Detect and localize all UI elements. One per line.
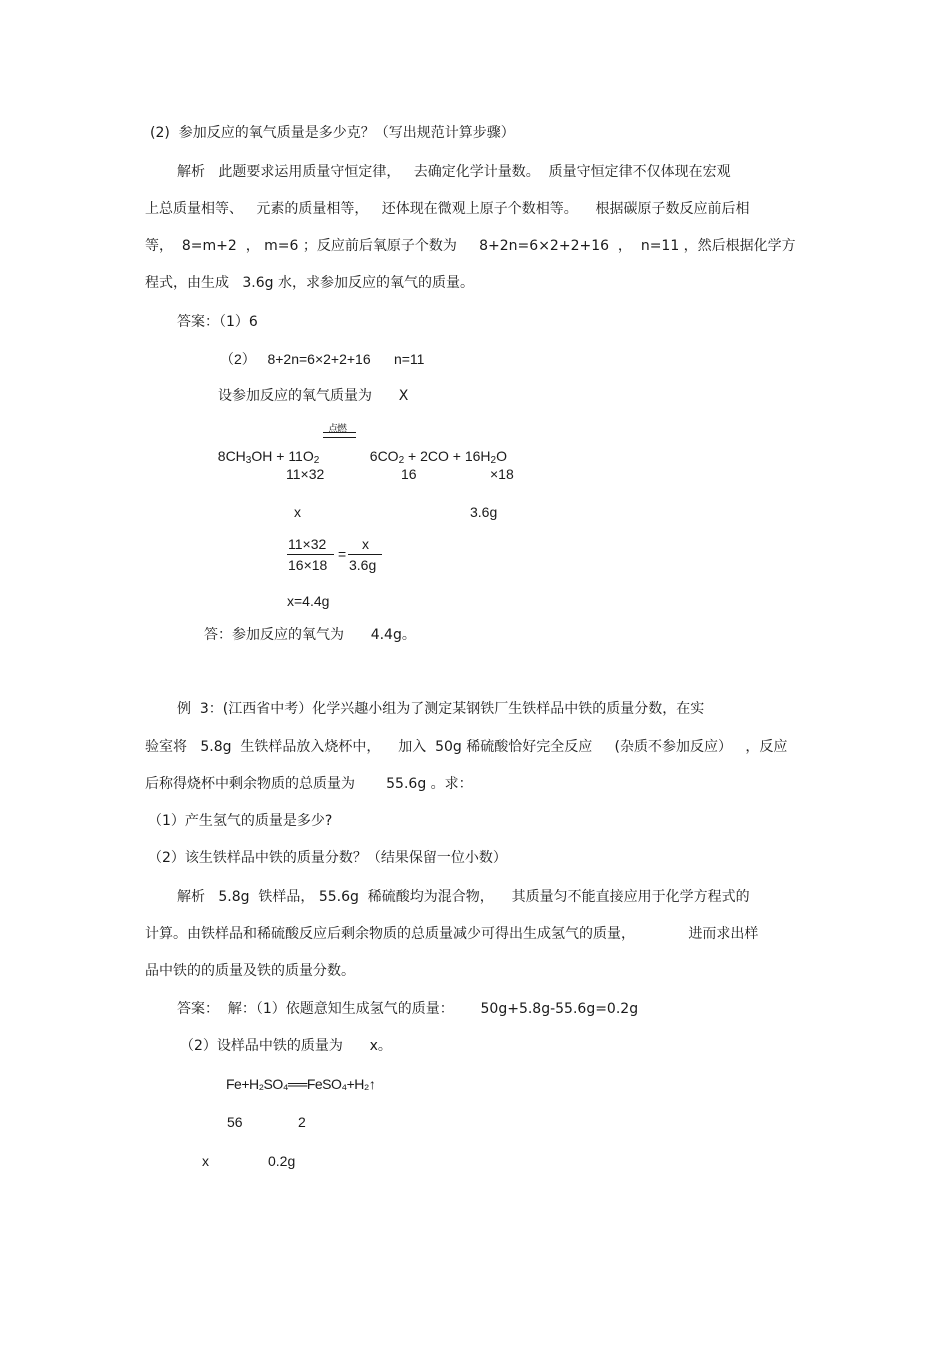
answer-2: （2） 8+2n=6×2+2+16 n=11 (220, 351, 425, 367)
fraction-denominator-1: 16×18 (288, 557, 328, 573)
example3-answer-2: （2）设样品中铁的质量为 x。 (180, 1038, 392, 1054)
reaction-condition: 点燃 (328, 424, 346, 435)
hydrogen-molar-mass: 2 (298, 1114, 306, 1130)
analysis2-line-3: 品中铁的的质量及铁的质量分数。 (145, 963, 355, 979)
example3-line-3: 后称得烧杯中剩余物质的总质量为 55.6g 。求： (145, 776, 473, 792)
iron-mass-x: x (202, 1153, 209, 1169)
example3-answer-1: 答案： 解：（1）依题意知生成氢气的质量： 50g+5.8g-55.6g=0.2g (177, 1001, 639, 1017)
mass-ratio-b: 16 (401, 466, 417, 482)
set-variable: 设参加反应的氧气质量为 X (218, 388, 409, 404)
conclusion: 答：参加反应的氧气为 4.4g。 (204, 627, 416, 643)
fraction-numerator-1: 11×32 (288, 536, 327, 552)
example3-line-2: 验室将 5.8g 生铁样品放入烧杯中， 加入 50g 稀硫酸恰好完全反应 (杂质不参加反应） ，反应 (145, 739, 788, 755)
unknown-x: x (294, 504, 301, 520)
fraction-bar-2 (348, 554, 382, 555)
analysis-line-2: 上总质量相等、 元素的质量相等， 还体现在微观上原子个数相等。 根据碳原子数反应前后相 (145, 201, 750, 217)
iron-molar-mass: 56 (227, 1114, 243, 1130)
fraction-numerator-2: x (362, 536, 369, 552)
analysis2-line-2: 计算。由铁样品和稀硫酸反应后剩余物质的总质量减少可得出生成氢气的质量， 进而求出样 (145, 926, 759, 942)
analysis-line-1: 解析 此题要求运用质量守恒定律， 去确定化学计量数。 质量守恒定律不仅体现在宏观 (177, 164, 731, 180)
reaction-arrow (323, 432, 356, 438)
question-2: (2) 参加反应的氧气质量是多少克？（写出规范计算步骤） (150, 125, 515, 141)
fraction-bar-1 (287, 554, 334, 555)
hydrogen-mass: 0.2g (268, 1153, 296, 1169)
equation-methanol: $8CH_3OH + 11O_2$ (217, 448, 320, 466)
equation-products: $6CO_2 + 2CO + 16H_2O$ (369, 448, 507, 466)
analysis-line-3: 等， 8=m+2 ， m=6 ；反应前后氧原子个数为 8+2n=6×2+2+16 ， n=11 ，然后根据化学方 (145, 238, 796, 254)
example3-question-1: （1）产生氢气的质量是多少? (148, 813, 333, 829)
answer-1: 答案：（1）6 (177, 314, 258, 330)
fraction-equals: = (338, 546, 347, 562)
analysis2-line-1: 解析 5.8g 铁样品， 55.6g 稀硫酸均为混合物， 其质量匀不能直接应用于化学方程式的 (177, 889, 750, 905)
example3-line-1: 例 3：(江西省中考）化学兴趣小组为了测定某钢铁厂生铁样品中铁的质量分数，在实 (177, 701, 705, 717)
result: x=4.4g (287, 593, 330, 609)
equation-iron: Fe+H₂SO₄══FeSO₄+H₂↑ (226, 1076, 376, 1092)
example3-question-2: （2）该生铁样品中铁的质量分数？（结果保留一位小数） (148, 850, 507, 866)
mass-ratio-c: ×18 (490, 466, 514, 482)
known-mass: 3.6g (470, 504, 498, 520)
fraction-denominator-2: 3.6g (349, 557, 377, 573)
mass-ratio-a: 11×32 (286, 466, 325, 482)
analysis-line-4: 程式，由生成 3.6g 水，求参加反应的氧气的质量。 (145, 275, 474, 291)
